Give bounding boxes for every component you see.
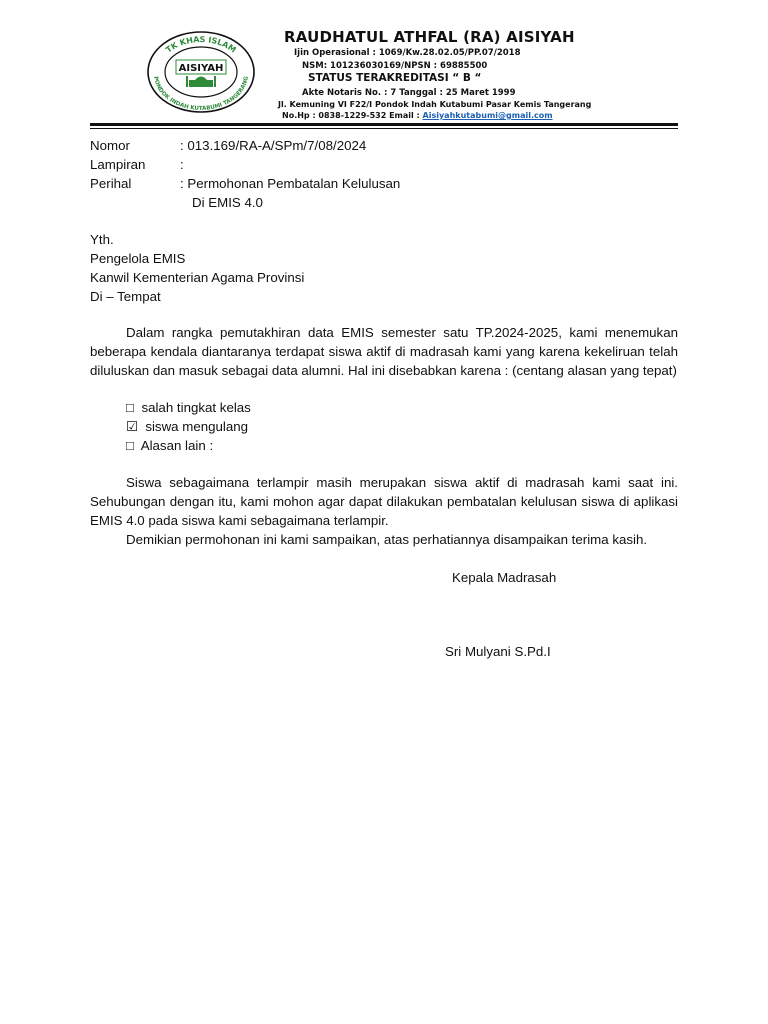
field-value-nomor: : 013.169/RA-A/SPm/7/08/2024 (180, 138, 367, 153)
school-address: Jl. Kemuning VI F22/I Pondok Indah Kutabumi Pasar Kemis Tangerang (278, 100, 592, 109)
contact-phone: No.Hp : 0838-1229-532 Email : (282, 111, 423, 120)
nsm-npsn: NSM: 101236030169/NPSN : 69885500 (302, 61, 488, 71)
email-link[interactable]: Aisiyahkutabumi@gmail.com (422, 111, 553, 120)
school-logo (146, 30, 256, 114)
body-paragraph-2 (90, 473, 678, 530)
body-paragraph-2-text: Siswa sebagaimana terlampir masih merupakan siswa aktif di madrasah kami saat ini. Sehubungan dengan itu, kami mohon agar dapat dilakukan pembatalan kelulusan siswa di aplikasi EMIS 4.0 pada siswa kami sebagaimana terlampir. (90, 475, 678, 528)
recipient-office: Kanwil Kementerian Agama Provinsi (90, 270, 305, 285)
checkbox-checked-icon[interactable]: ☑ (126, 419, 138, 434)
checklist-item-1[interactable] (126, 398, 251, 417)
school-name: RAUDHATUL ATHFAL (RA) AISIYAH (284, 28, 575, 46)
field-label-nomor: Nomor (90, 138, 130, 153)
logo-center-text: AISIYAH (178, 63, 224, 74)
field-value-perihal: : Permohonan Pembatalan Kelulusan (180, 176, 401, 191)
field-value-lampiran: : (180, 157, 184, 172)
field-label-perihal: Perihal (90, 176, 132, 191)
school-contact (282, 111, 553, 120)
header-rule-thin (90, 128, 678, 129)
logo-top-text: TK KHAS ISLAM (164, 34, 238, 55)
recipient-greeting: Yth. (90, 232, 114, 247)
checkbox-empty-icon[interactable]: □ (126, 400, 135, 415)
checklist-item-2[interactable] (126, 417, 248, 436)
checkbox-empty-icon[interactable]: □ (126, 438, 135, 453)
body-paragraph-3 (90, 530, 678, 549)
checklist-item-2-label: siswa mengulang (145, 419, 249, 434)
signature-name: Sri Mulyani S.Pd.I (445, 644, 551, 659)
body-paragraph-3-text: Demikian permohonan ini kami sampaikan, atas perhatiannya disampaikan terima kasih. (126, 532, 648, 547)
recipient-place: Di – Tempat (90, 289, 161, 304)
checklist-item-1-label: salah tingkat kelas (141, 400, 251, 415)
signature-title: Kepala Madrasah (452, 570, 557, 585)
field-value-perihal-line2: Di EMIS 4.0 (192, 195, 263, 210)
izin-operasional: Ijin Operasional : 1069/Kw.28.02.05/PP.07/2018 (294, 48, 521, 58)
accreditation-status: STATUS TERAKREDITASI “ B “ (308, 72, 482, 84)
mosque-icon (186, 76, 216, 87)
checklist-item-3[interactable] (126, 436, 213, 455)
body-paragraph-1 (90, 323, 678, 380)
svg-text:TK KHAS ISLAM (164, 35, 238, 55)
checklist-item-3-label: Alasan lain : (140, 438, 214, 453)
body-paragraph-1-text: Dalam rangka pemutakhiran data EMIS semester satu TP.2024-2025, kami menemukan beberapa kendala diantaranya terdapat siswa aktif di madrasah kami yang karena kekeliruan telah diluluskan dan masuk sebagai data alumni. Hal ini disebabkan karena : (centang alasan yang tepat) (90, 325, 678, 378)
header-rule-thick (90, 123, 678, 126)
akte-notaris: Akte Notaris No. : 7 Tanggal : 25 Maret 1999 (302, 88, 516, 98)
logo-bottom-text: PONDOK INDAH KUTABUMI TANGERANG (152, 75, 250, 113)
field-label-lampiran: Lampiran (90, 157, 146, 172)
recipient-name: Pengelola EMIS (90, 251, 186, 266)
